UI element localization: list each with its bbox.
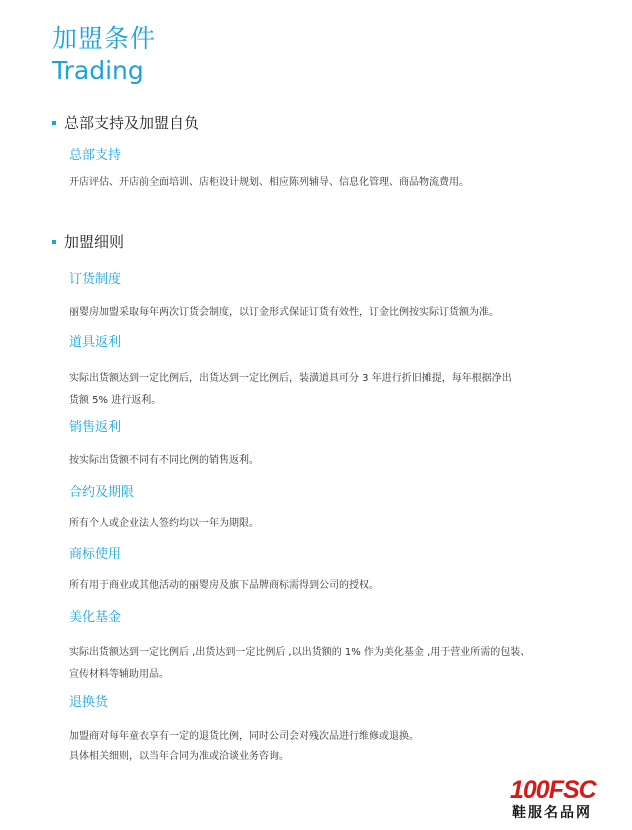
body-line: 实际出货额达到一定比例后 ,出货达到一定比例后 ,以出货额的 1% 作为美化基金 ,用于营业所需的包装、 [69,647,531,658]
body-line: 所有用于商业或其他活动的丽婴房及旗下品牌商标需得到公司的授权。 [69,580,379,591]
subsection-body-fixture-rebate [69,368,589,412]
bullet-icon [52,121,56,125]
body-line: 按实际出货额不同有不同比例的销售返利。 [69,455,259,466]
subsection-title-hq-support: 总部支持 [69,148,122,163]
page-title-cn: 加盟条件 [52,24,157,53]
subsection-title-beautification-fund: 美化基金 [69,610,122,625]
section-heading-label: 总部支持及加盟自负 [64,114,200,132]
body-line: 所有个人或企业法人签约均以一年为期限。 [69,518,259,529]
body-line: 货额 5% 进行返利。 [69,395,162,406]
section-heading-franchise-rules [52,231,124,253]
body-line: 宣传材料等辅助用品。 [69,669,169,680]
subsection-body-beautification-fund [69,642,589,686]
subsection-title-returns: 退换货 [69,695,109,710]
subsection-body-hq-support [69,176,589,189]
subsection-title-contract-term: 合约及期限 [69,485,135,500]
subsection-title-ordering: 订货制度 [69,272,122,287]
watermark-top-text: 100FSC [510,776,596,804]
subsection-body-contract-term [69,517,589,530]
subsection-body-sales-rebate [69,454,589,467]
section-heading-hq-support [52,112,199,134]
section-heading-label: 加盟细则 [64,233,125,251]
page-title-en: Trading [52,56,144,85]
watermark-bottom-text: 鞋服名品网 [512,805,592,821]
body-line: 实际出货额达到一定比例后，出货达到一定比例后，装潢道具可分 3 年进行折旧摊提，每年根据净出 [69,373,512,384]
subsection-body-ordering [69,306,589,319]
body-line: 开店评估、开店前全面培训、店柜设计规划、相应陈列辅导、信息化管理、商品物流费用。 [69,177,469,188]
bullet-icon [52,240,56,244]
subsection-title-fixture-rebate: 道具返利 [69,335,122,350]
body-line: 具体相关细则，以当年合同为准或洽谈业务咨询。 [69,751,289,762]
subsection-body-returns [69,727,589,767]
watermark-logo [510,776,628,826]
subsection-title-sales-rebate: 销售返利 [69,420,122,435]
body-line: 丽婴房加盟采取每年两次订货会制度，以订金形式保证订货有效性，订金比例按实际订货额为准。 [69,307,499,318]
body-line: 加盟商对每年童衣享有一定的退货比例，同时公司会对残次品进行维修或退换。 [69,731,419,742]
subsection-title-trademark: 商标使用 [69,547,122,562]
subsection-body-trademark [69,579,589,592]
